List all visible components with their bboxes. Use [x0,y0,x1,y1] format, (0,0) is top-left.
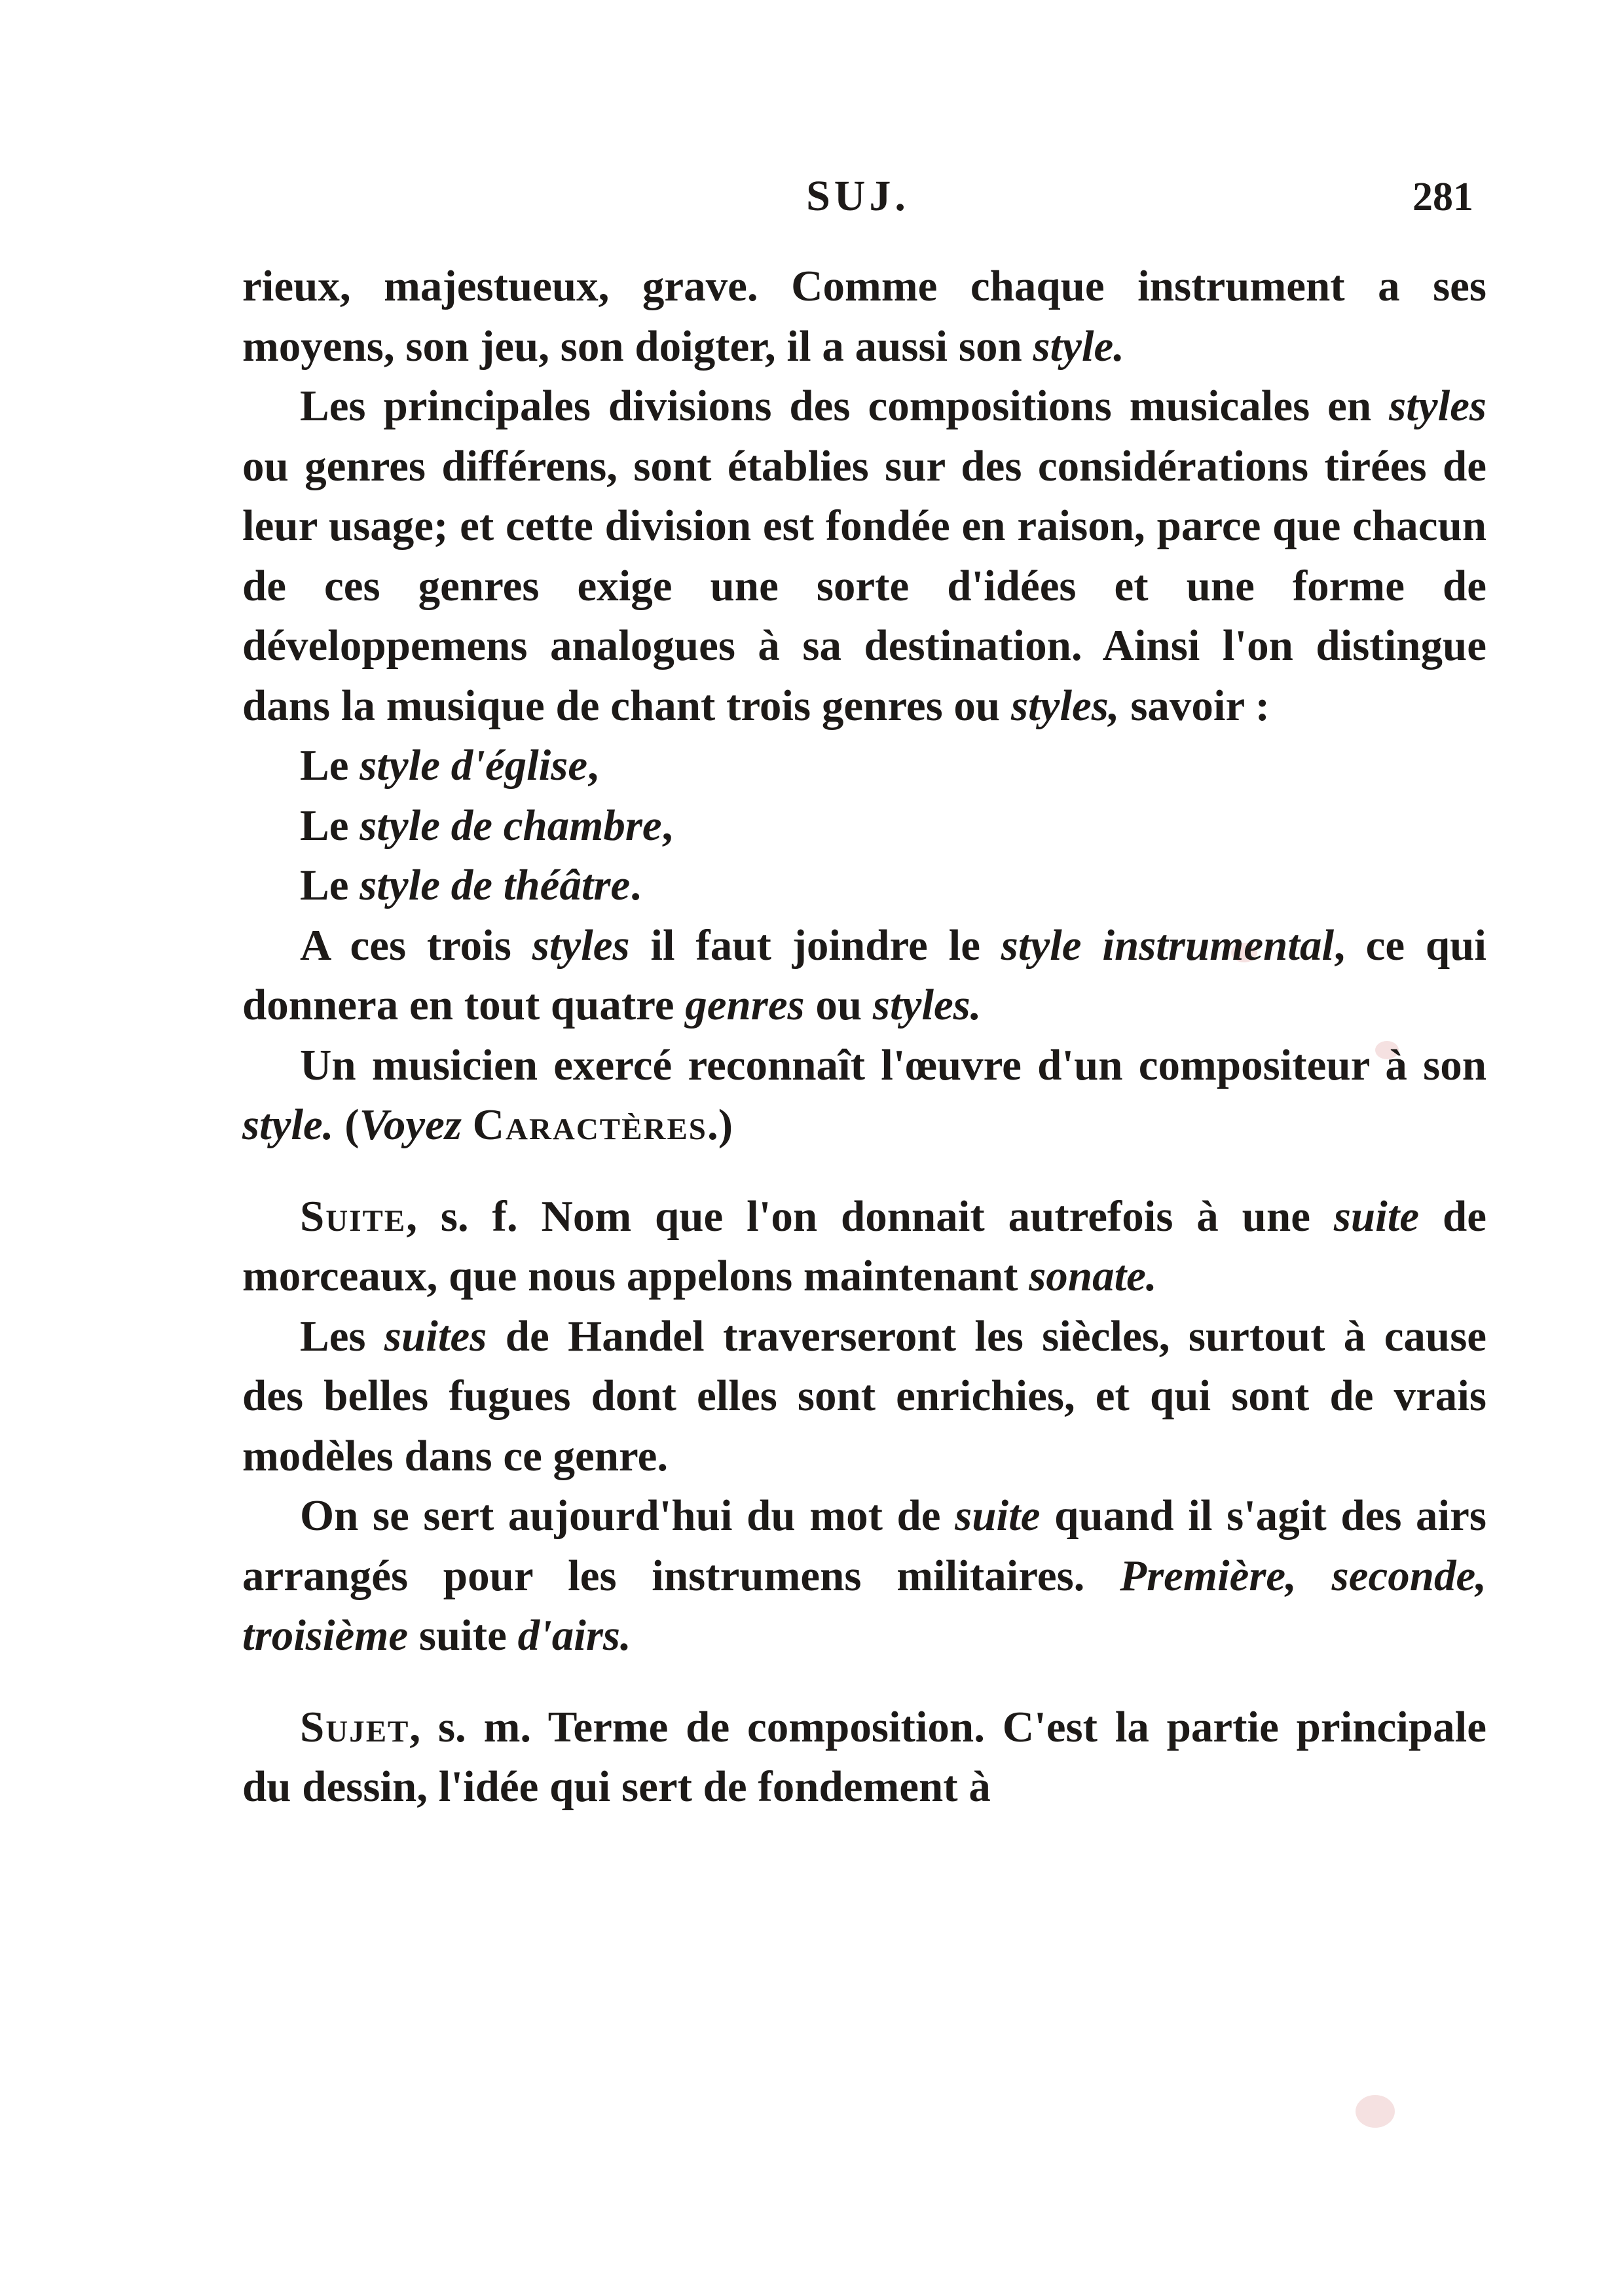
running-head-title: SUJ. [806,172,910,220]
italic-run: Voyez [359,1101,462,1149]
text-run: , [661,801,673,850]
text-run: . [630,861,641,909]
paragraph [242,1307,1486,1487]
text-run: suite [418,1611,507,1660]
text-run: ou genres différens, sont établies sur des considérations tirées de leur usage; et cette division est fondée en raison, parce que chacun de ces genres exige une sorte d'idées et une forme de développemens analogues à sa destination. Ainsi l'on distingue dans la musique de chant trois genres ou [242,441,1486,730]
paragraph [242,257,1486,376]
text-run: Le [300,801,360,850]
italic-run: sonate. [1029,1252,1157,1300]
text-run: de morceaux, que nous appelons maintenant [242,1192,1487,1300]
list-item [242,796,1486,856]
text-run: , s. f. Nom que l'on donnait autrefois à une [406,1192,1310,1241]
text-run: On se sert aujourd'hui du mot de [300,1491,941,1540]
italic-run: suite [1333,1192,1420,1241]
paragraph [242,1486,1486,1666]
text-run: Les [300,1311,366,1360]
italic-run: style. [242,1101,334,1149]
text-run: rieux, majestueux, grave. Comme chaque instrument a ses moyens, son jeu, son doigter, il a aussi son [242,262,1486,371]
paragraph [242,376,1486,736]
text-run: A ces trois [300,920,511,970]
entry-headword: Suite [300,1192,407,1241]
text-run: , ce qui donnera en tout quatre [242,920,1487,1029]
italic-run: suite [955,1491,1041,1540]
italic-run: style de chambre [360,801,662,850]
text-run: de Handel traverseront les siècles, surtout à cause des belles fugues dont elles sont enrichies, et qui sont de vrais modèles dans ce genre. [242,1311,1487,1480]
italic-run: Première, seconde, troisième [242,1551,1486,1660]
text-run: , [587,741,599,790]
italic-run: styles. [872,981,982,1029]
foxing-spot [1356,2095,1395,2128]
italic-run: styles, [1010,681,1120,730]
italic-run: styles [1389,382,1487,430]
text-run: Les principales divisions des compositions musicales en [300,382,1372,430]
text-run: quand il s'agit des airs arrangés pour les instrumens militaires. [242,1491,1486,1600]
text-run: , s. m. Terme de composition. C'est la partie principale du dessin, l'idée qui sert de fondement à [242,1702,1486,1811]
italic-run: d'airs. [517,1611,631,1660]
text-run: ou [815,981,862,1029]
italic-run: styles [532,920,630,970]
list-item [242,736,1486,796]
entry-sujet [242,1698,1486,1817]
paragraph [242,916,1486,1036]
paragraph [242,1036,1486,1156]
italic-run: style. [1033,321,1125,371]
list-item [242,856,1486,916]
italic-run: genres [685,981,805,1029]
entry-separator [242,1156,1486,1187]
text-run: ( [344,1101,360,1149]
text-run: il faut joindre le [650,920,980,970]
text-run: Un musicien exercé reconnaît l'œuvre d'un compositeur à son [300,1040,1486,1089]
page-number: 281 [1412,175,1473,219]
body-text [242,257,1486,1817]
entry-suite [242,1187,1486,1307]
cross-reference: Caractères [472,1101,707,1149]
text-run: .) [707,1101,733,1149]
italic-run: style de théâtre [360,861,631,909]
italic-run: style d'église [360,741,588,790]
running-head [242,172,1473,230]
text-run: Le [300,741,360,790]
entry-separator [242,1666,1486,1698]
italic-run: style instrumental [1001,920,1335,970]
italic-run: suites [384,1311,487,1360]
entry-headword: Sujet [300,1702,410,1751]
text-run: Le [300,861,360,909]
text-run: savoir : [1130,681,1270,730]
